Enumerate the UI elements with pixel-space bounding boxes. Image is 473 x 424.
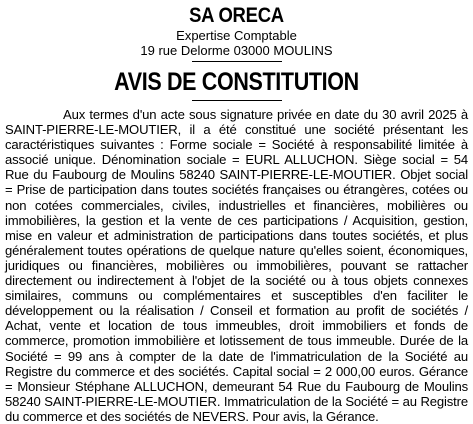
notice-body: Aux termes d'un acte sous signature privée en date du 30 avril 2025 à SAINT-PIERRE-LE-MOUTIER, il a été constitué une société présentant les caractéristiques suivantes : Forme sociale = Société à responsabilité limitée à associé unique. Dénomination sociale = EURL ALLUCHON. Siège social = 54 Rue du Faubourg de Moulins 58240 SAINT-PIERRE-LE-MOUTIER. Objet social = Prise de participation dans toutes sociétés françaises ou étrangères, cotées ou non cotées commerciales, civiles, industrielles et financières, mobilières ou immobilières, la gestion et la vente de ces participations / Acquisition, gestion, mise en valeur et administration de participations dans toutes sociétés, et plus généralement toutes opérations de quelque nature qu'elles soient, économiques, juridiques ou financières, mobilières ou immobilières, pouvant se rattacher directement ou indirectement à l'objet de la société ou à tous objets connexes similaires, communs ou complémentaires et susceptibles d'en faciliter le développement ou la réalisation / Conseil et formation au profit de sociétés / Achat, vente et location de tous immeubles, droit immobiliers et fonds de commerce, promotion immobilière et lotissement de tous immeuble. Durée de la Société = 99 ans à compter de la date de l'immatriculation de la Société au Registre du commerce et des sociétés. Capital social = 2 000,00 euros. Gérance = Monsieur Stéphane ALLUCHON, demeurant 54 Rue du Faubourg de Moulins 58240 SAINT-PIERRE-LE-MOUTIER. Immatriculation de la Société = au Registre du commerce et des sociétés de NEVERS. Pour avis, la Gérance. <box>5 107 468 424</box>
divider-top <box>192 61 282 62</box>
firm-name: SA ORECA <box>189 4 284 27</box>
firm-activity: Expertise Comptable <box>176 28 297 43</box>
divider-bottom <box>192 100 282 101</box>
notice-title: AVIS DE CONSTITUTION <box>114 68 359 96</box>
legal-notice <box>5 4 468 424</box>
firm-address: 19 rue Delorme 03000 MOULINS <box>140 43 333 58</box>
